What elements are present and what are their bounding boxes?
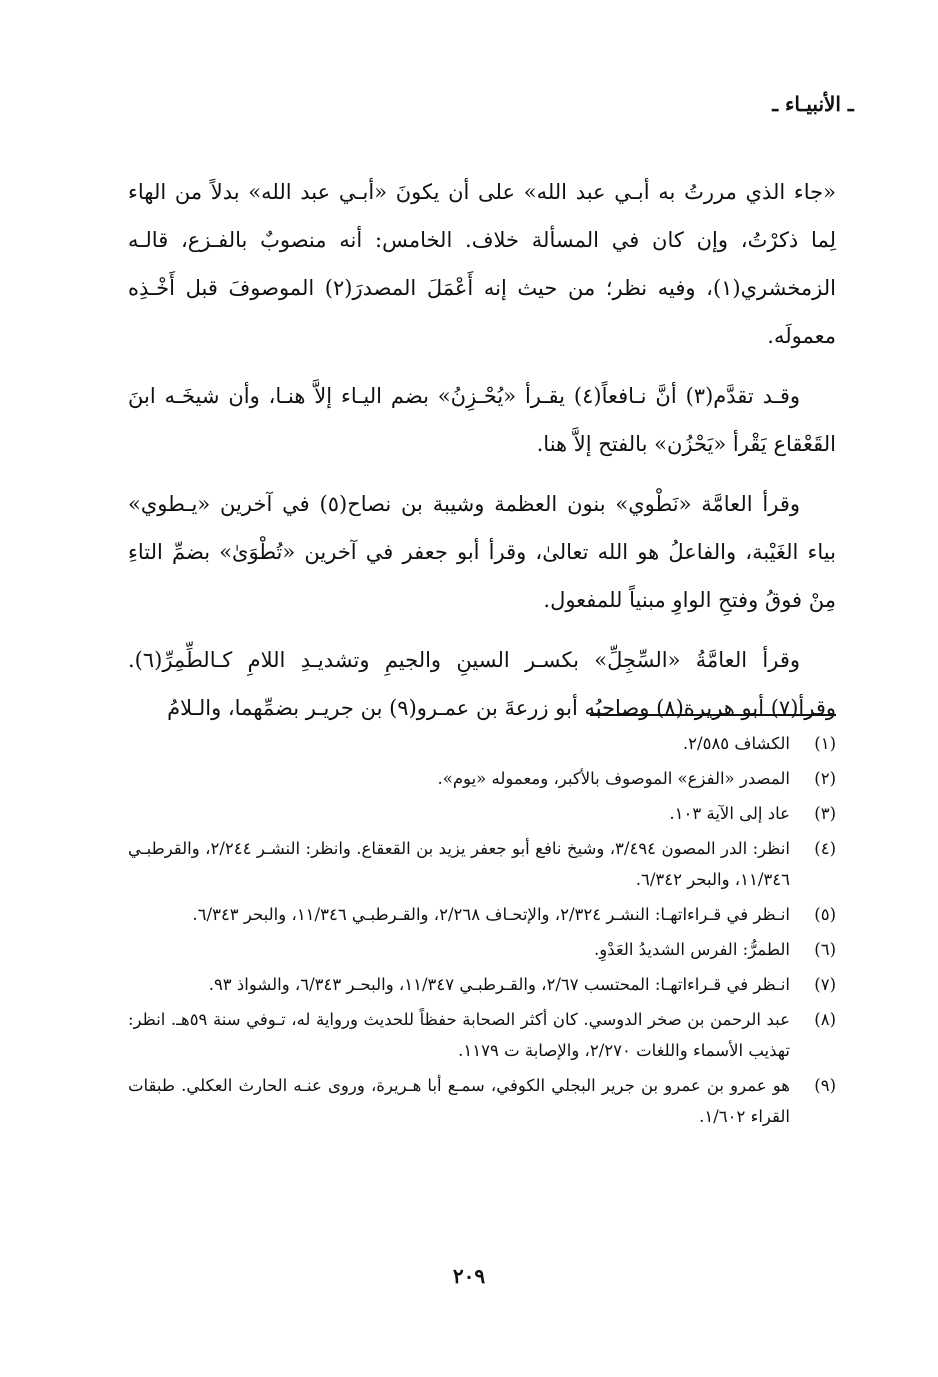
footnote-text: انـظر في قـراءاتهـا: المحتسب ٢/٦٧، والقـرطبـي ١١/٣٤٧، والبحـر ٦/٣٤٣، والشواذ ٩٣. — [208, 975, 790, 994]
footnote-text: المصدر «الفزع» الموصوف بالأكبر، ومعموله «يوم». — [437, 769, 790, 788]
footnote-number: (٩) — [814, 1076, 836, 1095]
footnote-item — [128, 934, 836, 965]
footnote-item — [128, 969, 836, 1000]
paragraph: وقرأ العامَّةُ «السِّجِلِّ» بكسـر السينِ والجيمِ وتشديـدِ اللامِ كـالطِّمِرِّ(٦). وقرأ(٧) أبو هريرة(٨) وصاحبُه أبو زرعةَ بن عمـرو(٩) بن جريـر بضمِّهما، والـلامُ — [128, 648, 836, 720]
main-text — [128, 168, 836, 744]
footnote-item — [128, 833, 836, 895]
footnote-number: (٥) — [814, 905, 836, 924]
footnote-item — [128, 899, 836, 930]
footnote-number: (٨) — [814, 1010, 836, 1029]
footnote-text: الطمرُّ: الفرس الشديدُ العَدْوِ. — [594, 940, 790, 959]
footnote-number: (٤) — [814, 839, 836, 858]
footnote-number: (١) — [814, 734, 836, 753]
footnote-divider — [590, 714, 836, 716]
paragraph: وقـد تقدَّم(٣) أنَّ نـافعاً(٤) يقـرأ «يُحْـزِنُ» بضم اليـاء إلاَّ هنـا، وأن شيخَـه ابنَ القَعْقاع يَقْرأ «يَحْزُن» بالفتح إلاَّ هنا. — [128, 384, 836, 456]
footnote-number: (٦) — [814, 940, 836, 959]
footnote-item — [128, 798, 836, 829]
paragraph: «جاء الذي مررتُ به أبـي عبد الله» على أن يكونَ «أبـي عبد الله» بدلاً من الهاء لِما ذكرْتُ، وإن كان في المسألة خلاف. الخامس: أنه منصوبٌ بالفـزع، قالـه الزمخشري(١)، وفيه نظر؛ من حيث إنه أَعْمَلَ المصدرَ(٢) الموصوفَ قبل أَخْـذِه معمولَه. — [128, 180, 836, 348]
footnote-text: عاد إلى الآية ١٠٣. — [669, 804, 790, 823]
footnote-text: انظر: الدر المصون ٣/٤٩٤، وشيخ نافع أبو جعفر يزيد بن القعقاع. وانظر: النشـر ٢/٢٤٤، والقرطبـي ١١/٣٤٦، والبحر ٦/٣٤٢. — [128, 839, 790, 889]
running-header: ـ الأنبيـاء ـ — [772, 92, 854, 116]
footnote-text: الكشاف ٢/٥٨٥. — [682, 734, 790, 753]
footnote-item — [128, 1070, 836, 1132]
footnote-text: انـظر في قـراءاتهـا: النشـر ٢/٣٢٤، والإتحـاف ٢/٢٦٨، والقـرطبـي ١١/٣٤٦، والبحر ٦/٣٤٣. — [192, 905, 790, 924]
footnote-text: هو عمرو بن عمرو بن جرير البجلي الكوفي، سمـع أبا هـريرة، وروى عنـه الحارث العكلي. طبقات القراء ١/٦٠٢. — [128, 1076, 790, 1126]
page-number: ٢٠٩ — [452, 1264, 486, 1288]
footnote-number: (٣) — [814, 804, 836, 823]
footnote-number: (٧) — [814, 975, 836, 994]
footnote-item — [128, 728, 836, 759]
footnote-item — [128, 1004, 836, 1066]
footnote-item — [128, 763, 836, 794]
footnote-number: (٢) — [814, 769, 836, 788]
paragraph: وقرأ العامَّة «نَطْوي» بنون العظمة وشيبة بن نصاح(٥) في آخرين «يـطوي» بياء الغَيْبة، والفاعلُ هو الله تعالىٰ، وقرأ أبو جعفر في آخرين «تُطْوَىٰ» بضمِّ التاءِ مِنْ فوقُ وفتحِ الواوِ مبنياً للمفعول. — [128, 492, 836, 612]
footnotes — [128, 728, 836, 1136]
footnote-text: عبد الرحمن بن صخر الدوسي. كان أكثر الصحابة حفظاً للحديث ورواية له، تـوفي سنة ٥٩هـ. انظر: تهذيب الأسماء واللغات ٢/٢٧٠، والإصابة ت ١١٧٩. — [128, 1010, 790, 1060]
